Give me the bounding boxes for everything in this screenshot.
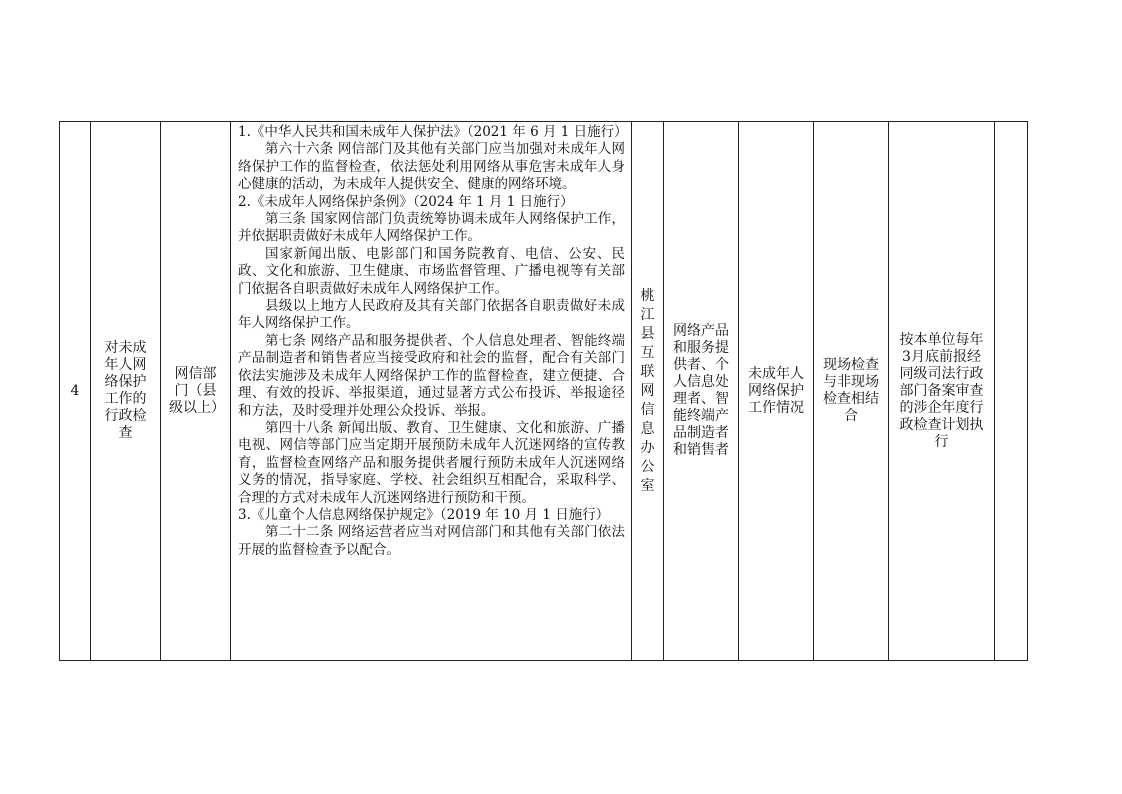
implementing-body-text: 桃江县互联网信息办公室 <box>640 287 655 494</box>
legal-basis-paragraph: 第三条 国家网信部门负责统筹协调未成年人网络保护工作，并依据职责做好未成年人网络保护工作。 <box>238 211 625 245</box>
legal-basis-paragraph: 第七条 网络产品和服务提供者、个人信息处理者、智能终端产品制造者和销售者应当接受政府和社会的监督，配合有关部门依法实施涉及未成年人网络保护工作的监督检查，建立便捷、合理、有效的投诉、举报渠道，通过显著方式公布投诉、举报途径和方法，及时受理并处理公众投诉、举报。 <box>238 332 625 419</box>
inspection-content: 未成年人网络保护工作情况 <box>739 122 814 661</box>
table-row <box>60 122 1028 661</box>
legal-basis-paragraph: 国家新闻出版、电影部门和国务院教育、电信、公安、民政、文化和旅游、卫生健康、市场监督管理、广播电视等有关部门依据各自职责做好未成年人网络保护工作。 <box>238 245 625 297</box>
inspection-method: 现场检查与非现场检查相结合 <box>814 122 889 661</box>
inspected-objects: 网络产品和服务提供者、个人信息处理者、智能终端产品制造者和销售者 <box>664 122 739 661</box>
department: 网信部门（县级以上） <box>161 122 231 661</box>
legal-basis-paragraph: 1.《中华人民共和国未成年人保护法》（2021 年 6 月 1 日施行） <box>238 124 628 140</box>
legal-basis-paragraph: 3.《儿童个人信息网络保护规定》（2019 年 10 月 1 日施行） <box>238 506 610 523</box>
row-index: 4 <box>60 122 91 661</box>
legal-basis-paragraph: 2.《未成年人网络保护条例》（2024 年 1 月 1 日施行） <box>238 193 574 210</box>
inspection-table <box>59 121 1028 661</box>
implementing-body <box>632 122 664 661</box>
remarks <box>995 122 1028 661</box>
legal-basis-paragraph: 第二十二条 网络运营者应当对网信部门和其他有关部门依法开展的监督检查予以配合。 <box>238 524 625 558</box>
legal-basis-paragraph: 县级以上地方人民政府及其有关部门依据各自职责做好未成年人网络保护工作。 <box>238 298 625 332</box>
inspection-frequency: 按本单位每年3月底前报经同级司法行政部门备案审查的涉企年度行政检查计划执行 <box>889 122 995 661</box>
legal-basis-paragraph: 第六十六条 网信部门及其他有关部门应当加强对未成年人网络保护工作的监督检查，依法惩处利用网络从事危害未成年人身心健康的活动，为未成年人提供安全、健康的网络环境。 <box>238 141 625 193</box>
legal-basis <box>231 122 632 661</box>
item-name: 对未成年人网络保护工作的行政检查 <box>91 122 161 661</box>
legal-basis-paragraph: 第四十八条 新闻出版、教育、卫生健康、文化和旅游、广播电视、网信等部门应当定期开展预防未成年人沉迷网络的宣传教育，监督检查网络产品和服务提供者履行预防未成年人沉迷网络义务的情况，指导家庭、学校、社会组织互相配合，采取科学、合理的方式对未成年人沉迷网络进行预防和干预。 <box>238 419 625 506</box>
